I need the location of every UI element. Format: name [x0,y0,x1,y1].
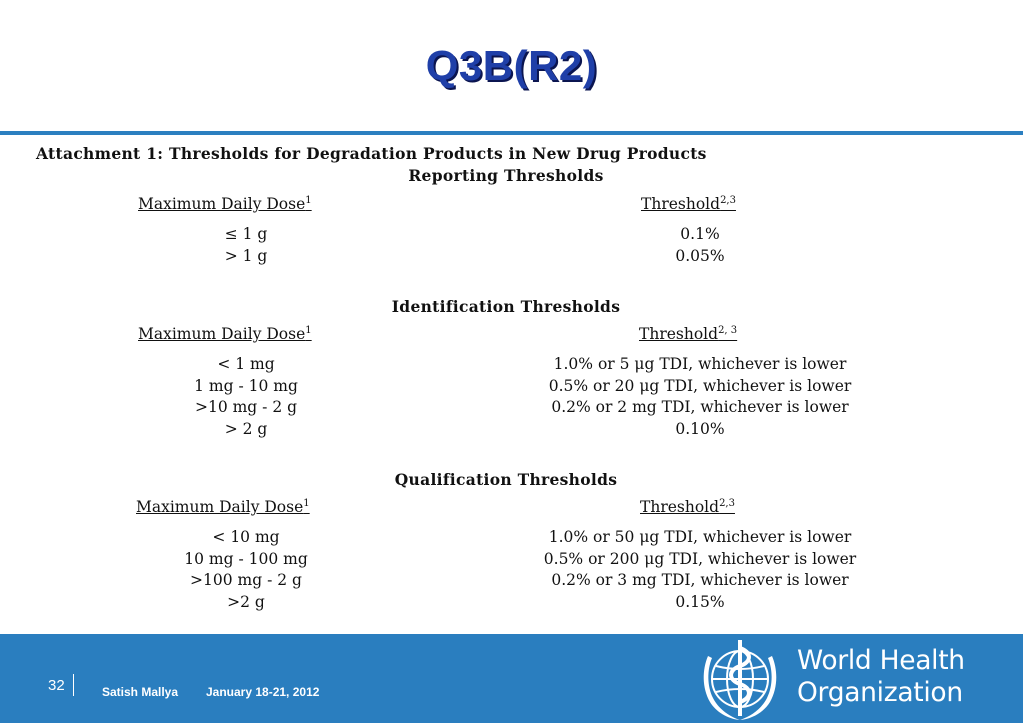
top-divider [0,131,1023,135]
footer-bar [0,634,1023,723]
dose-cell: ≤ 1 g [224,225,268,243]
presentation-date: January 18-21, 2012 [206,685,320,699]
dose-cell: > 1 g [224,246,268,265]
who-wordmark: World Health Organization [797,645,965,708]
dose-cell: 10 mg - 100 mg [184,549,308,568]
qualification-section-title: Qualification Thresholds [394,470,618,489]
identification-dose-header: Maximum Daily Dose$^1$ [138,325,312,344]
attachment-title: Attachment 1: Thresholds for Degradation Products in New Drug Products [36,144,707,163]
dose-cell: >10 mg - 2 g [194,398,298,416]
author-name: Satish Mallya [102,685,179,699]
identification-section-title: Identification Thresholds [391,297,621,316]
threshold-cell: 0.2% or 2 mg TDI, whichever is lower [551,398,849,416]
reporting-dose-header: Maximum Daily Dose$^1$ [138,195,312,214]
threshold-cell: 0.10% [675,419,725,438]
reporting-section-title: Reporting Thresholds [408,166,604,185]
qualification-threshold-header: Threshold$^{2,3}$ [640,498,735,517]
dose-cell: < 1 mg [217,355,275,373]
threshold-cell: 1.0% or 5 μg TDI, whichever is lower [553,355,847,373]
threshold-cell: 0.5% or 20 μg TDI, whichever is lower [548,376,852,395]
scanned-attachment [32,136,980,634]
reporting-threshold-column [490,224,910,267]
who-emblem-icon [694,636,786,722]
page-number: 32 [48,677,65,694]
threshold-cell: 0.15% [675,592,725,611]
threshold-cell: 0.5% or 200 μg TDI, whichever is lower [543,549,857,568]
threshold-cell: 0.05% [675,246,725,265]
dose-cell: < 10 mg [212,528,280,546]
dose-cell: > 2 g [224,419,268,438]
qualification-dose-header: Maximum Daily Dose$^1$ [136,498,310,517]
dose-cell: >100 mg - 2 g [190,571,302,589]
dose-cell: 1 mg - 10 mg [194,376,298,395]
identification-dose-column [126,354,366,440]
threshold-cell: 0.1% [680,225,720,243]
dose-cell: >2 g [227,592,265,611]
qualification-dose-column [126,527,366,613]
threshold-cell: 0.2% or 3 mg TDI, whichever is lower [551,571,849,589]
page-number-divider [73,674,74,696]
qualification-threshold-column [490,527,910,613]
reporting-dose-column [126,224,366,267]
identification-threshold-column [490,354,910,440]
identification-threshold-header: Threshold$^{2, 3}$ [639,325,738,344]
threshold-cell: 1.0% or 50 μg TDI, whichever is lower [548,528,852,546]
reporting-threshold-header: Threshold$^{2,3}$ [641,195,736,214]
slide-title: Q3B(R2) [425,42,598,89]
